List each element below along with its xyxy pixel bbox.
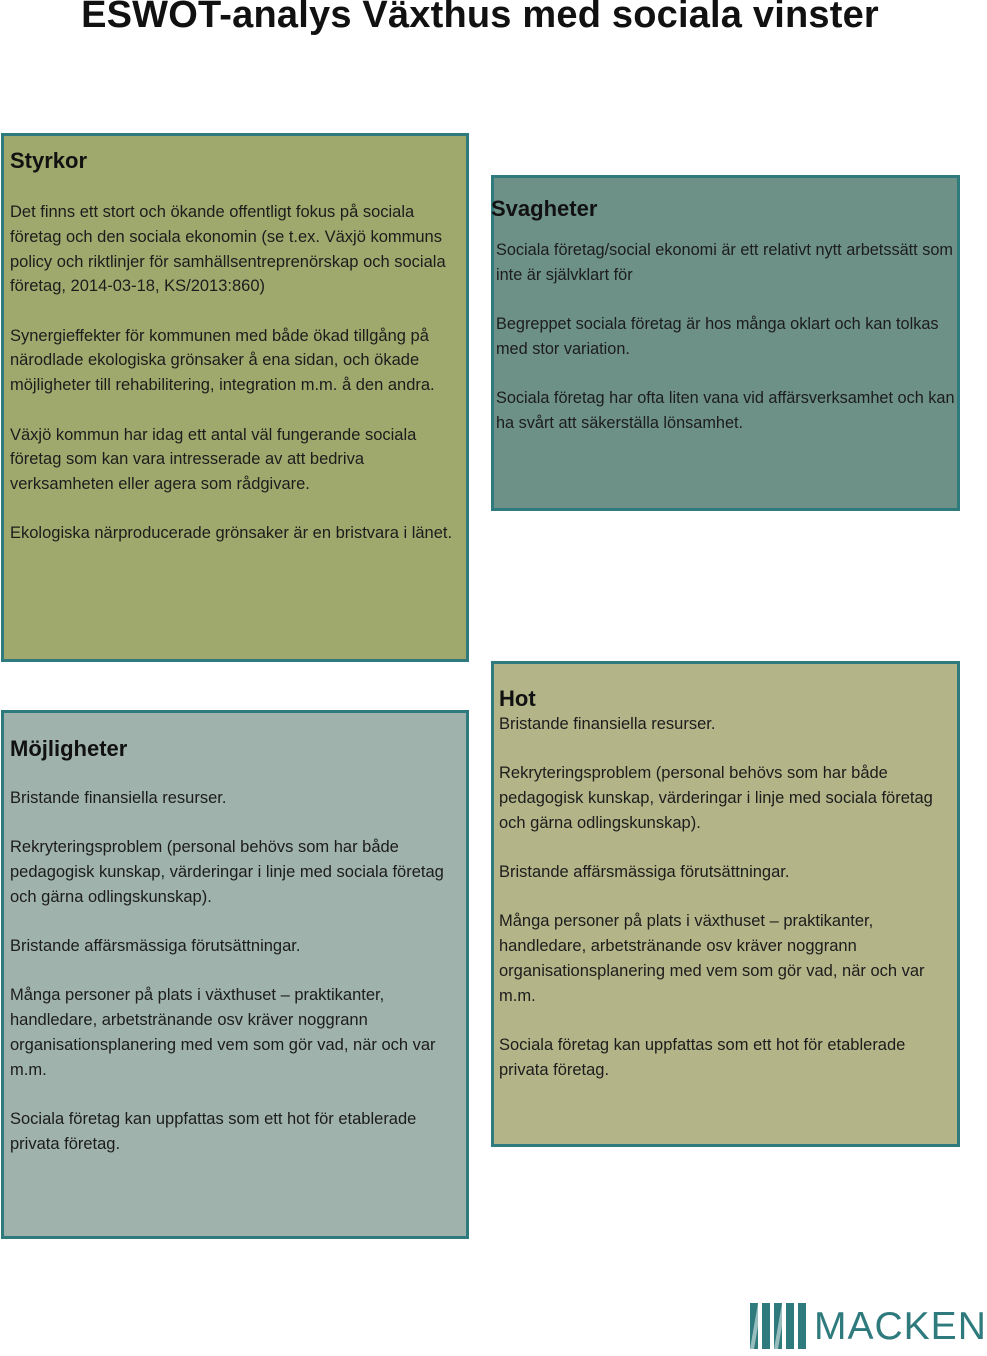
threats-box bbox=[491, 661, 960, 1147]
logo-wordmark: MACKEN bbox=[814, 1305, 987, 1348]
macken-logo bbox=[750, 1303, 987, 1349]
strengths-paragraph: Synergieffekter för kommunen med både ökad tillgång på närodlade ekologiska grönsaker å ena sidan, och ökade möjligheter till rehabilitering, integration m.m. å den andra. bbox=[10, 326, 435, 395]
strengths-heading: Styrkor bbox=[10, 148, 88, 173]
opportunities-paragraph: Bristande finansiella resurser. bbox=[10, 789, 227, 807]
opportunities-paragraph: Många personer på plats i växthuset – praktikanter, handledare, arbetstränande osv kräver noggrann organisationsplanering med vem som gör vad, när och var m.m. bbox=[10, 986, 436, 1079]
weaknesses-box bbox=[491, 175, 960, 511]
strengths-paragraph: Växjö kommun har idag ett antal väl fungerande sociala företag som kan vara intresserade av att bedriva verksamheten eller agera som rådgivare. bbox=[10, 425, 417, 494]
threats-paragraph: Rekryteringsproblem (personal behövs som har både pedagogisk kunskap, värderingar i linje med sociala företag och gärna odlingskunskap). bbox=[499, 764, 933, 832]
macken-logo-mark-icon bbox=[750, 1303, 808, 1349]
page-title: ESWOT-analys Växthus med sociala vinster bbox=[81, 0, 879, 36]
opportunities-paragraph: Sociala företag kan uppfattas som ett hot för etablerade privata företag. bbox=[10, 1110, 417, 1153]
strengths-paragraph: Det finns ett stort och ökande offentligt fokus på sociala företag och den sociala ekonomin (se t.ex. Växjö kommuns policy och riktlinjer för samhällsentreprenörskap och sociala företag, 2014-03-18, KS/2013:860) bbox=[10, 203, 446, 296]
threats-paragraph: Många personer på plats i växthuset – praktikanter, handledare, arbetstränande osv kräver noggrann organisationsplanering med vem som gör vad, när och var m.m. bbox=[499, 912, 925, 1005]
threats-paragraph: Bristande affärsmässiga förutsättningar. bbox=[499, 863, 790, 882]
weaknesses-heading: Svagheter bbox=[491, 196, 598, 221]
weaknesses-paragraph: Begreppet sociala företag är hos många oklart och kan tolkas med stor variation. bbox=[496, 315, 939, 358]
opportunities-heading: Möjligheter bbox=[10, 736, 128, 761]
opportunities-paragraph: Bristande affärsmässiga förutsättningar. bbox=[10, 937, 301, 956]
weaknesses-paragraph: Sociala företag har ofta liten vana vid affärsverksamhet och kan ha svårt att säkerställa lönsamhet. bbox=[496, 389, 955, 432]
threats-paragraph: Sociala företag kan uppfattas som ett hot för etablerade privata företag. bbox=[499, 1036, 906, 1079]
threats-heading: Hot bbox=[499, 686, 536, 711]
threats-paragraph: Bristande finansiella resurser. bbox=[499, 715, 716, 733]
strengths-paragraph: Ekologiska närproducerade grönsaker är en bristvara i länet. bbox=[10, 524, 453, 543]
weaknesses-paragraph: Sociala företag/social ekonomi är ett relativt nytt arbetssätt som inte är självklart för bbox=[496, 241, 953, 284]
strengths-box bbox=[1, 133, 469, 662]
opportunities-box bbox=[1, 710, 469, 1239]
opportunities-paragraph: Rekryteringsproblem (personal behövs som har både pedagogisk kunskap, värderingar i linje med sociala företag och gärna odlingskunskap). bbox=[10, 838, 444, 906]
